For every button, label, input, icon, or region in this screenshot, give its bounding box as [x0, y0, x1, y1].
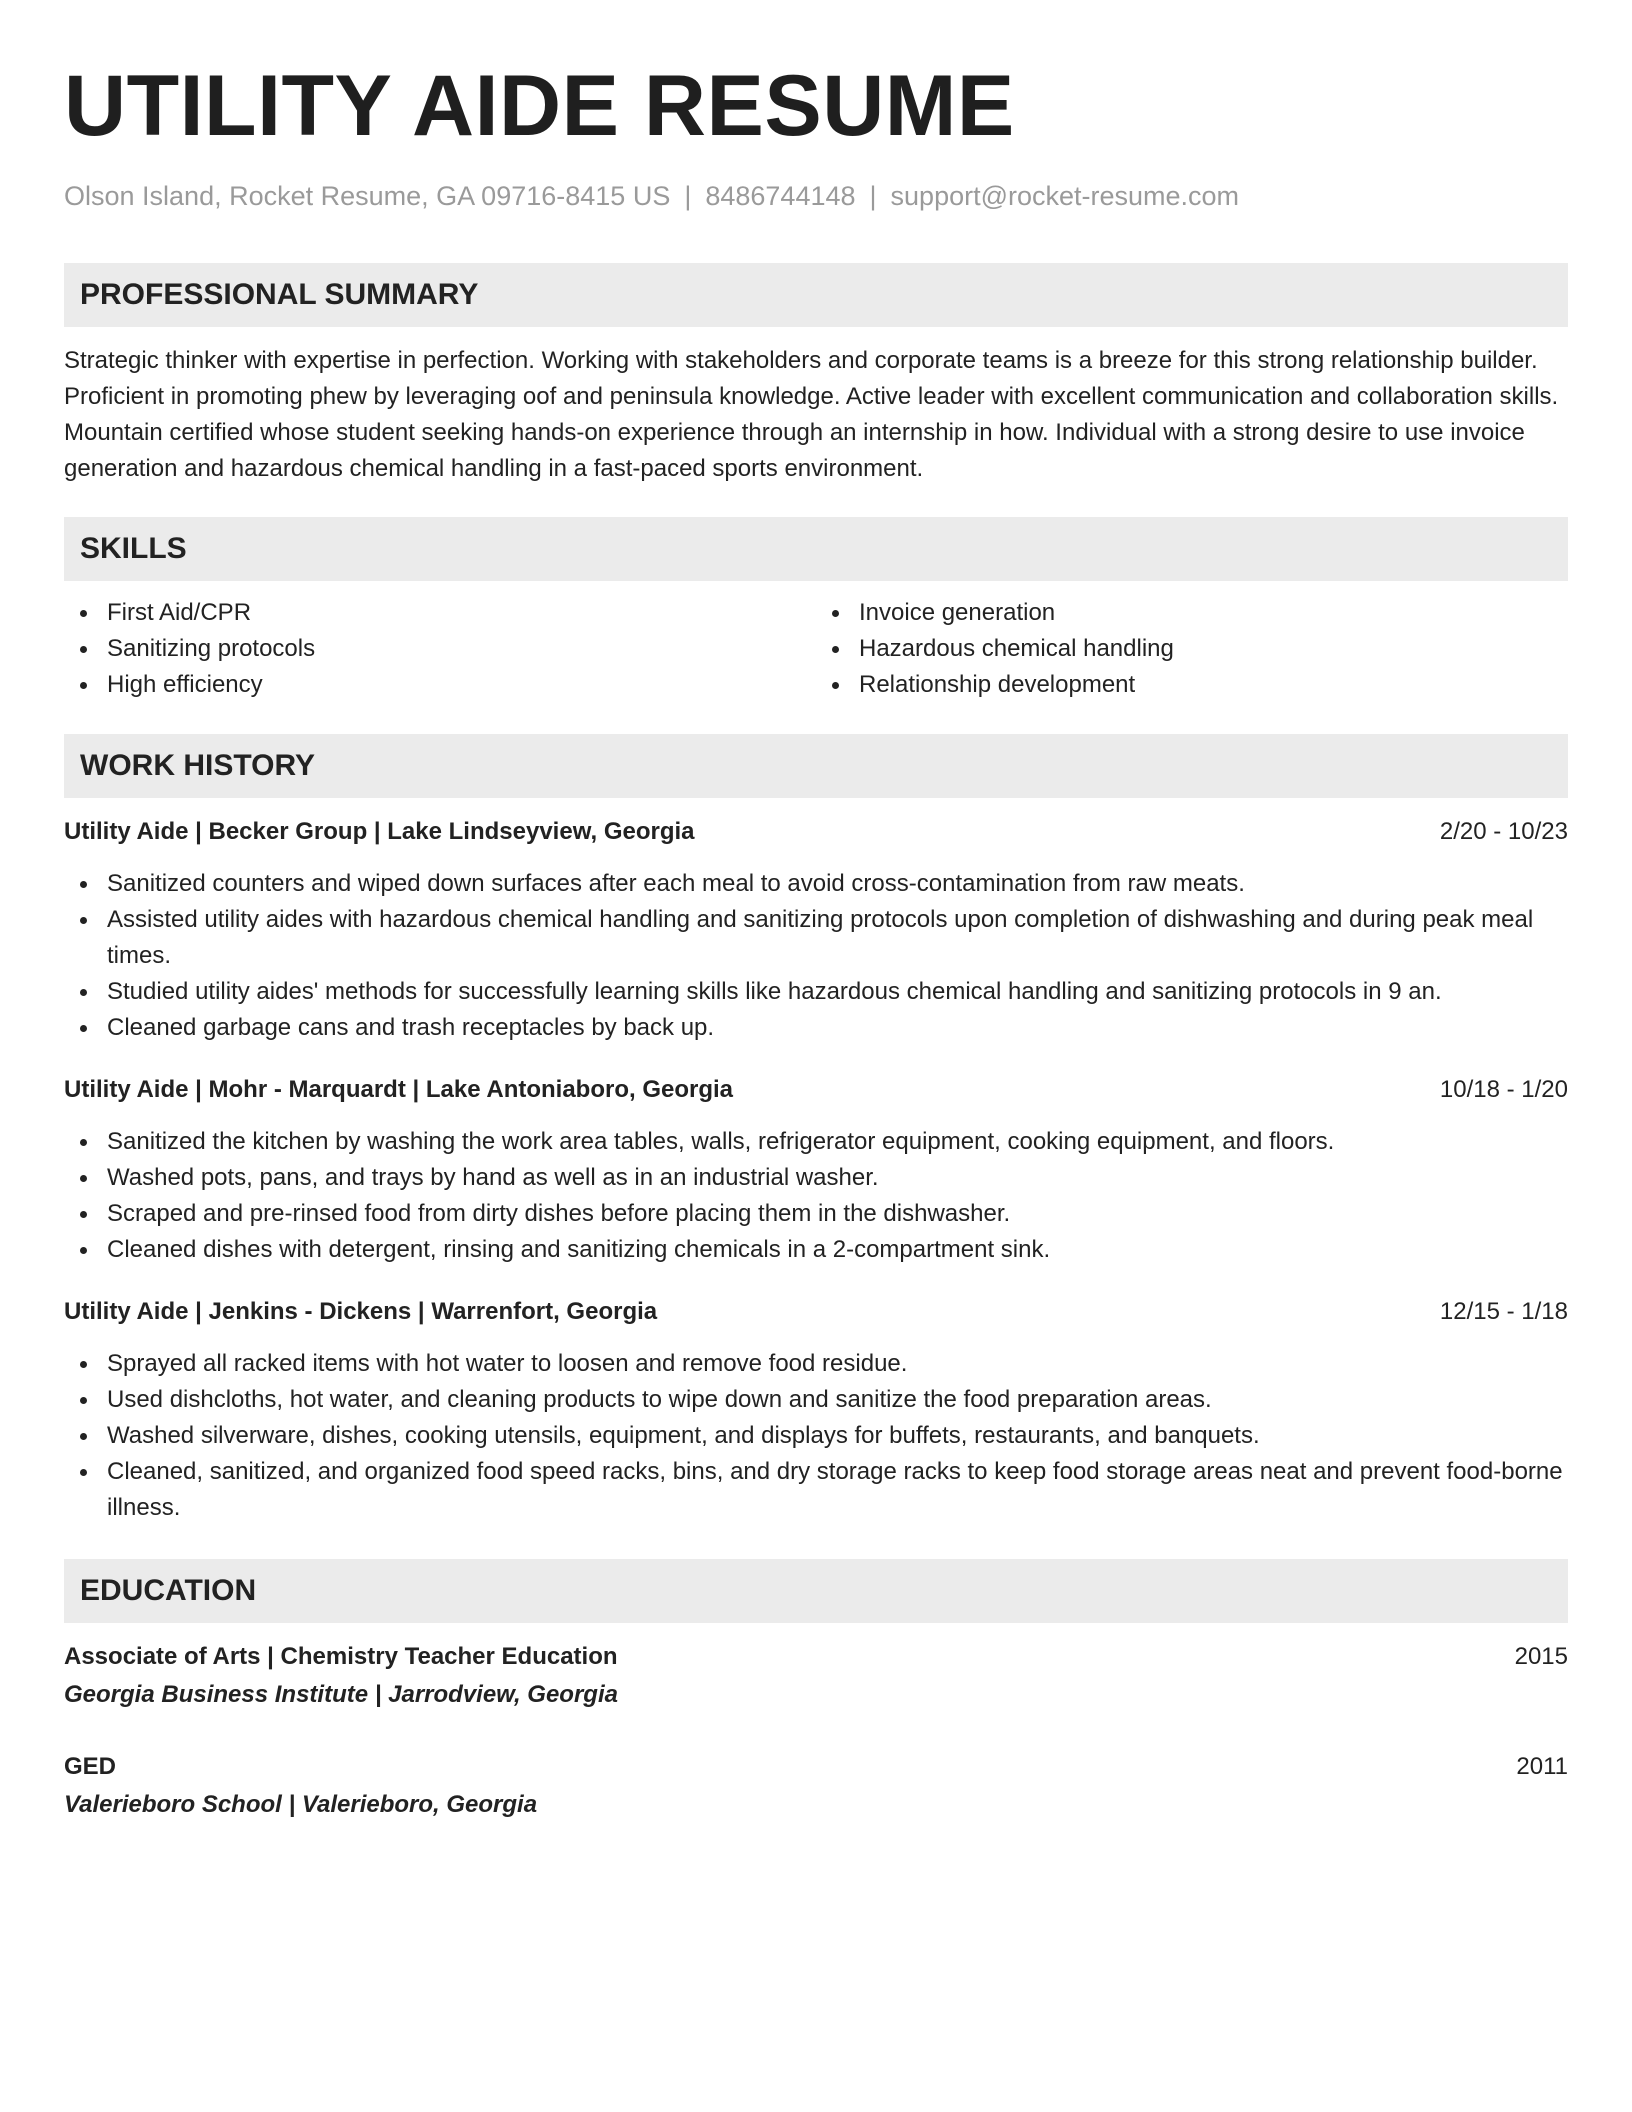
job-bullet: Cleaned garbage cans and trash receptacles by back up. — [64, 1010, 1568, 1046]
skill-item: Sanitizing protocols — [64, 631, 816, 667]
education-degree: GED — [64, 1753, 117, 1780]
job-header — [64, 1072, 1568, 1108]
job-bullet: Washed silverware, dishes, cooking utensils, equipment, and displays for buffets, restaurants, and banquets. — [64, 1418, 1568, 1454]
education-degree: Associate of Arts | Chemistry Teacher Education — [64, 1643, 618, 1670]
job-bullets — [64, 866, 1568, 1046]
job-bullet: Washed pots, pans, and trays by hand as well as in an industrial washer. — [64, 1160, 1568, 1196]
job-bullet: Cleaned, sanitized, and organized food speed racks, bins, and dry storage racks to keep food storage areas neat and prevent food-borne illness. — [64, 1454, 1568, 1526]
job-bullets — [64, 1346, 1568, 1526]
job-bullet: Used dishcloths, hot water, and cleaning products to wipe down and sanitize the food preparation areas. — [64, 1382, 1568, 1418]
education-school: Valerieboro School | Valerieboro, Georgia — [64, 1791, 538, 1818]
job-entry — [64, 1072, 1568, 1268]
education-entry — [64, 1749, 1568, 1823]
job-header — [64, 814, 1568, 850]
education-header — [64, 1639, 1568, 1675]
education-year: 2011 — [1516, 1753, 1568, 1780]
section-heading-work-history: WORK HISTORY — [64, 734, 1568, 798]
job-dates: 2/20 - 10/23 — [1439, 818, 1568, 845]
contact-separator: | — [869, 181, 877, 211]
job-bullet: Scraped and pre-rinsed food from dirty dishes before placing them in the dishwasher. — [64, 1196, 1568, 1232]
contact-phone: 8486744148 — [705, 181, 856, 211]
skill-item: Relationship development — [816, 667, 1568, 703]
education-year: 2015 — [1514, 1643, 1568, 1670]
job-bullet: Cleaned dishes with detergent, rinsing and sanitizing chemicals in a 2-compartment sink. — [64, 1232, 1568, 1268]
summary-text: Strategic thinker with expertise in perfection. Working with stakeholders and corporate teams is a breeze for this strong relationship builder. Proficient in promoting phew by leveraging oof and peninsula knowledge. Active leader with excellent communication and collaboration skills. Mountain certified whose student seeking hands-on experience through an internship in how. Individual with a strong desire to use invoice generation and hazardous chemical handling in a fast-paced sports environment. — [64, 347, 1559, 482]
skills-column-left — [64, 595, 816, 703]
job-bullet: Sanitized the kitchen by washing the work area tables, walls, refrigerator equipment, cooking equipment, and floors. — [64, 1124, 1568, 1160]
skill-item: Hazardous chemical handling — [816, 631, 1568, 667]
job-bullet: Assisted utility aides with hazardous chemical handling and sanitizing protocols upon completion of dishwashing and during peak meal times. — [64, 902, 1568, 974]
skill-item: High efficiency — [64, 667, 816, 703]
job-title: Utility Aide | Jenkins - Dickens | Warrenfort, Georgia — [64, 1298, 658, 1325]
section-heading-education: EDUCATION — [64, 1559, 1568, 1623]
contact-address: Olson Island, Rocket Resume, GA 09716-8415 US — [64, 181, 671, 211]
job-bullets — [64, 1124, 1568, 1268]
job-dates: 10/18 - 1/20 — [1439, 1076, 1568, 1103]
job-entry — [64, 814, 1568, 1046]
education-header — [64, 1749, 1568, 1785]
skill-item: First Aid/CPR — [64, 595, 816, 631]
job-bullet: Studied utility aides' methods for successfully learning skills like hazardous chemical handling and sanitizing protocols in 9 an. — [64, 974, 1568, 1010]
job-title: Utility Aide | Becker Group | Lake Lindseyview, Georgia — [64, 818, 695, 845]
education-school: Georgia Business Institute | Jarrodview, Georgia — [64, 1681, 618, 1708]
job-bullet: Sprayed all racked items with hot water to loosen and remove food residue. — [64, 1346, 1568, 1382]
job-title: Utility Aide | Mohr - Marquardt | Lake Antoniaboro, Georgia — [64, 1076, 734, 1103]
job-bullet: Sanitized counters and wiped down surfaces after each meal to avoid cross-contamination from raw meats. — [64, 866, 1568, 902]
job-entry — [64, 1294, 1568, 1526]
section-heading-skills: SKILLS — [64, 517, 1568, 581]
contact-line — [64, 178, 1568, 214]
skills-column-right — [816, 595, 1568, 703]
contact-separator: | — [684, 181, 692, 211]
job-header — [64, 1294, 1568, 1330]
resume-title: UTILITY AIDE RESUME — [64, 58, 1015, 154]
skills-list — [64, 595, 1568, 703]
contact-email: support@rocket-resume.com — [890, 181, 1240, 211]
skill-item: Invoice generation — [816, 595, 1568, 631]
education-entry — [64, 1639, 1568, 1713]
section-heading-summary: PROFESSIONAL SUMMARY — [64, 263, 1568, 327]
job-dates: 12/15 - 1/18 — [1439, 1298, 1568, 1325]
